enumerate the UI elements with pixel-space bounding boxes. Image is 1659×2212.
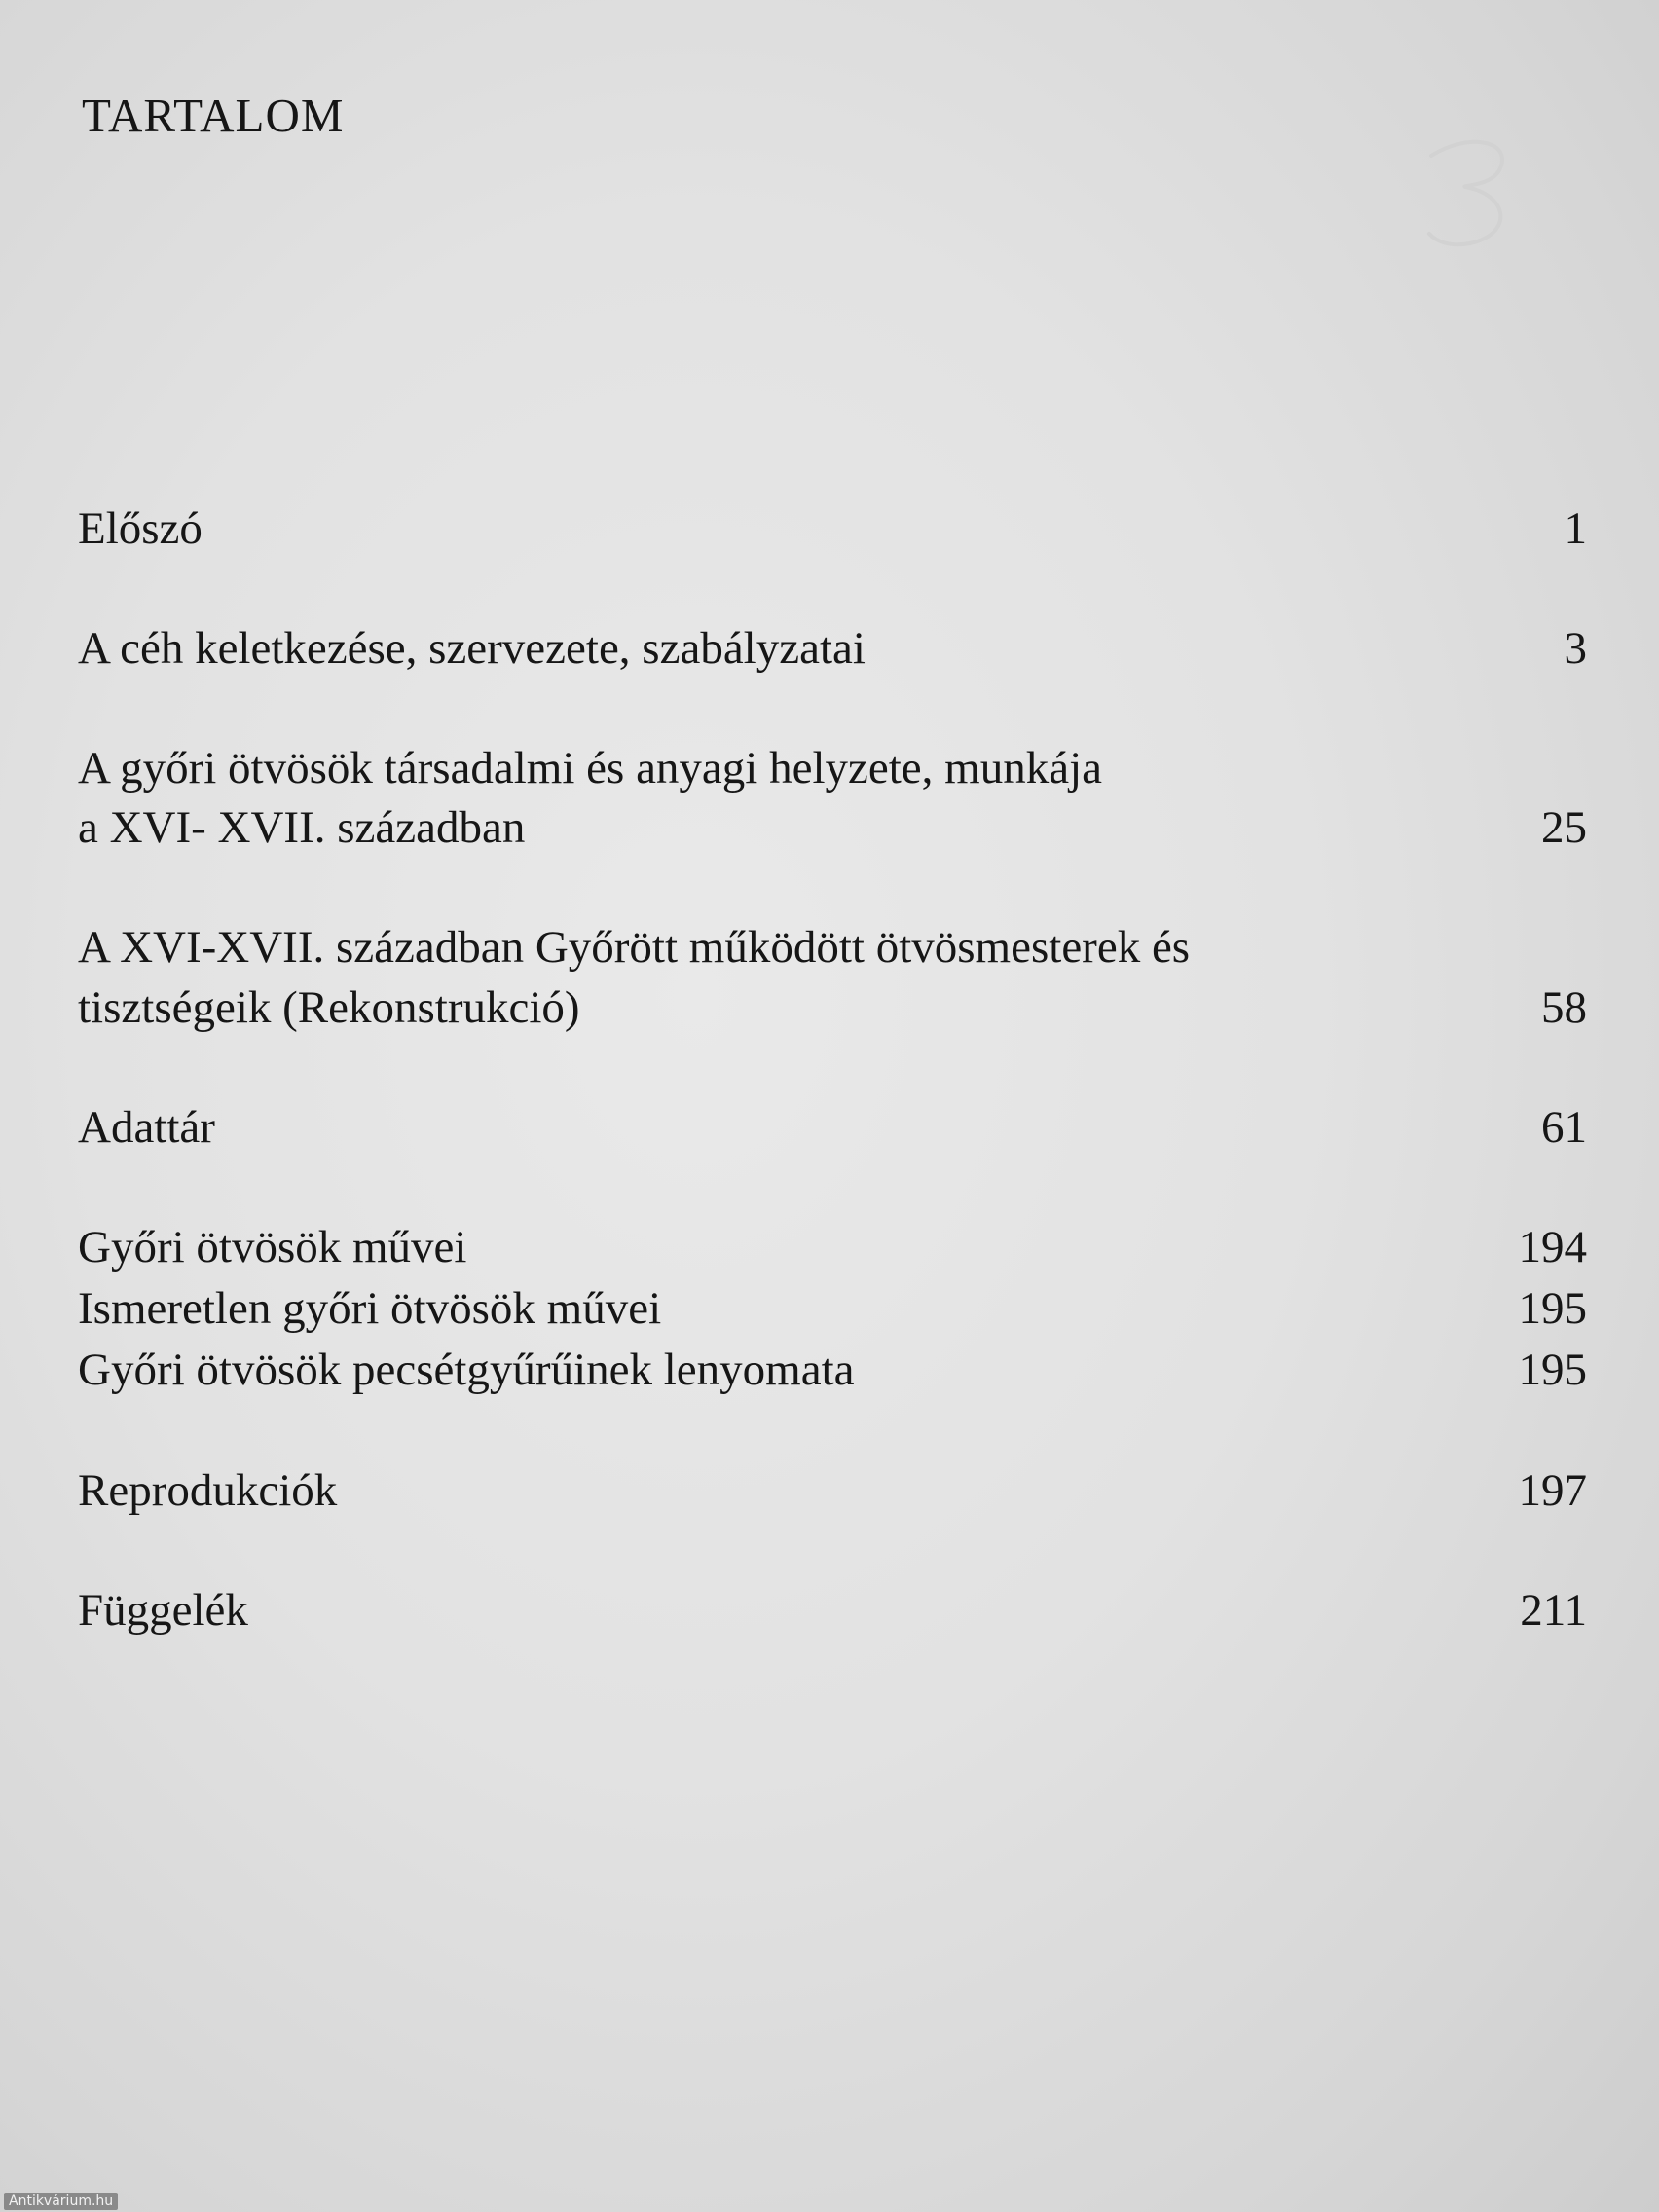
toc-entry-title-line: a XVI- XVII. században (78, 802, 526, 853)
toc-entry-title: A céh keletkezése, szervezete, szabályzatai (78, 623, 866, 674)
toc-entry-title-line: A győri ötvösök társadalmi és anyagi helyzete, munkája (78, 743, 1102, 793)
toc-entry-page: 197 (1518, 1465, 1587, 1516)
toc-entry-title: Győri ötvösök művei (78, 1222, 467, 1272)
toc-entry-title: Győri ötvösök pecsétgyűrűinek lenyomata (78, 1345, 855, 1395)
toc-entry-page: 195 (1518, 1345, 1587, 1395)
toc-entry-page: 25 (1541, 802, 1587, 853)
toc-entry-page: 61 (1541, 1102, 1587, 1153)
toc-entry-title: Adattár (78, 1102, 215, 1153)
toc-entry-page: 3 (1564, 623, 1587, 674)
toc-entry-page: 58 (1541, 982, 1587, 1033)
page-heading: TARTALOM (82, 89, 345, 142)
toc-entry-page: 1 (1564, 503, 1587, 554)
toc-entry-page: 194 (1518, 1222, 1587, 1272)
toc-entry-page: 211 (1520, 1585, 1587, 1636)
toc-entry-title: Függelék (78, 1585, 248, 1636)
toc-entry-page: 195 (1518, 1283, 1587, 1334)
pencil-page-number-mark (1392, 127, 1548, 253)
toc-entry-title: Előszó (78, 503, 203, 554)
toc-entry-title: Reprodukciók (78, 1465, 338, 1516)
toc-entry-title: Ismeretlen győri ötvösök művei (78, 1283, 662, 1334)
watermark: Antikvárium.hu (4, 2193, 118, 2210)
toc-entry-title-line: tisztségeik (Rekonstrukció) (78, 982, 580, 1033)
toc-entry-title-line: A XVI-XVII. században Győrött működött ötvösmesterek és (78, 922, 1191, 973)
